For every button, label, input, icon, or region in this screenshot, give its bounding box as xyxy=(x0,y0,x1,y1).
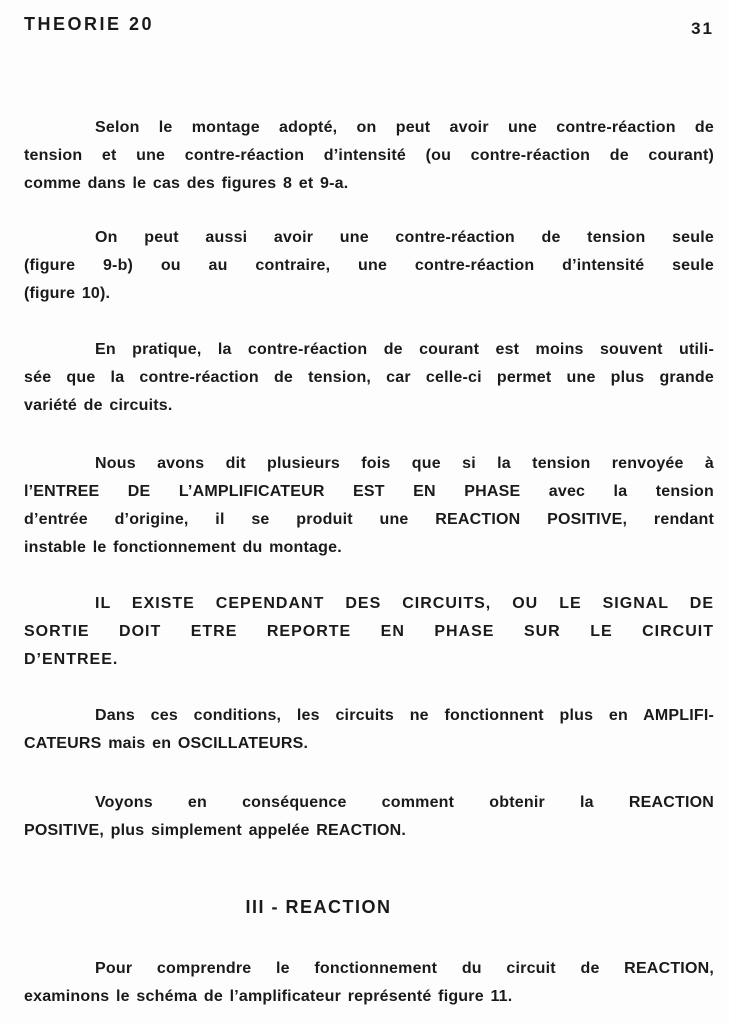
text-line: Pour comprendre le fonctionnement du circuit de REACTION, xyxy=(95,960,714,977)
text-line: (figure 10). xyxy=(24,285,111,302)
text-line: Dans ces conditions, les circuits ne fonctionnent plus en AMPLIFI- xyxy=(95,707,714,724)
text-line: IL EXISTE CEPENDANT DES CIRCUITS, OU LE SIGNAL DE xyxy=(95,595,714,612)
text-line: variété de circuits. xyxy=(24,397,173,414)
paragraph-7 xyxy=(24,789,714,845)
text-line: l’ENTREE DE L’AMPLIFICATEUR EST EN PHASE avec la tension xyxy=(24,483,714,500)
text-line: examinons le schéma de l’amplificateur représenté figure 11. xyxy=(24,988,513,1005)
text-line: D’ENTREE. xyxy=(24,651,119,668)
paragraph-8 xyxy=(24,955,714,1011)
text-line: Voyons en conséquence comment obtenir la REACTION xyxy=(95,794,714,811)
text-line: comme dans le cas des figures 8 et 9-a. xyxy=(24,175,349,192)
paragraph-1 xyxy=(24,114,714,198)
text-line: CATEURS mais en OSCILLATEURS. xyxy=(24,735,309,752)
text-line: Nous avons dit plusieurs fois que si la tension renvoyée à xyxy=(95,455,714,472)
paragraph-4 xyxy=(24,450,714,562)
text-line: POSITIVE, plus simplement appelée REACTION. xyxy=(24,822,407,839)
text-line: tension et une contre-réaction d’intensité (ou contre-réaction de courant) xyxy=(24,147,714,164)
paragraph-3 xyxy=(24,336,714,420)
paragraph-5-emphasis xyxy=(24,590,714,674)
text-line: d’entrée d’origine, il se produit une REACTION POSITIVE, rendant xyxy=(24,511,714,528)
paragraph-6 xyxy=(24,702,714,758)
header-page-number: 31 xyxy=(691,19,714,38)
text-line: sée que la contre-réaction de tension, car celle-ci permet une plus grande xyxy=(24,369,714,386)
header-section-title: THEORIE 20 xyxy=(24,14,155,34)
text-line: En pratique, la contre-réaction de courant est moins souvent utili- xyxy=(95,341,714,358)
text-line: instable le fonctionnement du montage. xyxy=(24,539,342,556)
page-header xyxy=(24,10,714,43)
text-line: On peut aussi avoir une contre-réaction de tension seule xyxy=(95,229,714,246)
text-line: Selon le montage adopté, on peut avoir une contre-réaction de xyxy=(95,119,714,136)
paragraph-2 xyxy=(24,224,714,308)
text-line: (figure 9-b) ou au contraire, une contre-réaction d’intensité seule xyxy=(24,257,714,274)
text-line: SORTIE DOIT ETRE REPORTE EN PHASE SUR LE CIRCUIT xyxy=(24,623,714,640)
section-heading: III - REACTION xyxy=(245,897,392,917)
